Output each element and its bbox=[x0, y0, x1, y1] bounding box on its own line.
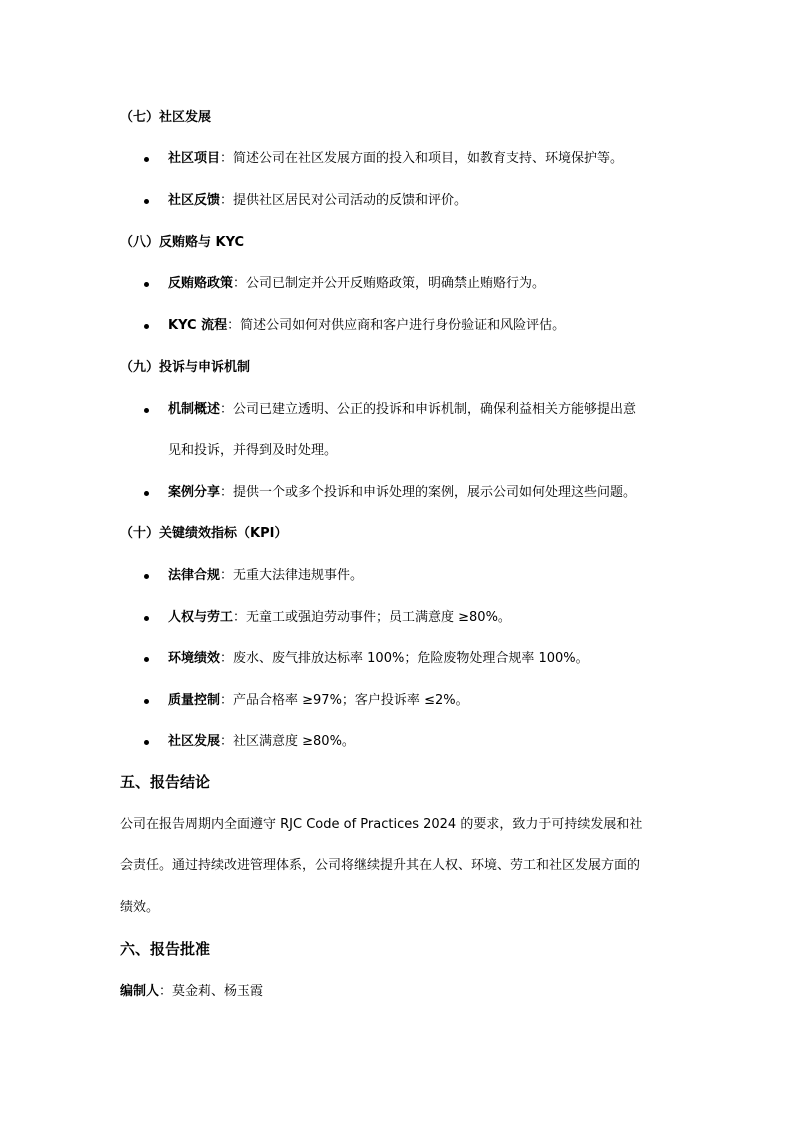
item-text: ：产品合格率 ≥97%；客户投诉率 ≤2%。 bbox=[220, 693, 469, 708]
item-text: ：公司已制定并公开反贿赂政策，明确禁止贿赂行为。 bbox=[233, 276, 546, 291]
list-item bbox=[168, 733, 355, 751]
bullet-icon bbox=[144, 282, 149, 287]
item-term: 机制概述 bbox=[168, 402, 221, 417]
bullet-icon bbox=[144, 199, 149, 204]
list-item bbox=[168, 650, 589, 668]
item-term: 法律合规 bbox=[168, 568, 221, 583]
item-term: 社区反馈 bbox=[168, 193, 221, 208]
item-term: 案例分享 bbox=[168, 485, 221, 500]
item-term: 质量控制 bbox=[168, 693, 221, 708]
preparer-value: ：莫金莉、杨玉霞 bbox=[159, 984, 264, 999]
item-term: 社区发展 bbox=[168, 734, 221, 749]
bullet-icon bbox=[144, 740, 149, 745]
list-item bbox=[168, 150, 623, 168]
item-term: KYC 流程 bbox=[168, 318, 228, 333]
list-item bbox=[168, 692, 469, 710]
list-item-continuation: 见和投诉，并得到及时处理。 bbox=[168, 443, 338, 458]
list-item bbox=[168, 567, 363, 585]
conclusion-heading: 五、报告结论 bbox=[120, 773, 211, 791]
item-text: ：社区满意度 ≥80%。 bbox=[220, 734, 355, 749]
bullet-icon bbox=[144, 699, 149, 704]
bullet-icon bbox=[144, 324, 149, 329]
approval-heading: 六、报告批准 bbox=[120, 940, 211, 958]
item-term: 社区项目 bbox=[168, 151, 221, 166]
list-item bbox=[168, 609, 511, 627]
bullet-icon bbox=[144, 157, 149, 162]
list-item bbox=[168, 401, 636, 419]
section-heading-anti-bribery: （八）反贿赂与 KYC bbox=[120, 235, 245, 250]
bullet-icon bbox=[144, 616, 149, 621]
bullet-icon bbox=[144, 491, 149, 496]
list-item bbox=[168, 275, 545, 293]
item-text: ：公司已建立透明、公正的投诉和申诉机制，确保利益相关方能够提出意 bbox=[220, 402, 637, 417]
item-term: 反贿赂政策 bbox=[168, 276, 234, 291]
list-item bbox=[168, 317, 565, 335]
item-text: ：简述公司在社区发展方面的投入和项目，如教育支持、环境保护等。 bbox=[220, 151, 624, 166]
bullet-icon bbox=[144, 408, 149, 413]
item-term: 人权与劳工 bbox=[168, 610, 234, 625]
item-text: ：提供一个或多个投诉和申诉处理的案例，展示公司如何处理这些问题。 bbox=[220, 485, 637, 500]
item-text: ：无童工或强迫劳动事件；员工满意度 ≥80%。 bbox=[233, 610, 511, 625]
item-text: ：简述公司如何对供应商和客户进行身份验证和风险评估。 bbox=[227, 318, 566, 333]
section-heading-kpi: （十）关键绩效指标（KPI） bbox=[120, 526, 288, 541]
conclusion-line: 绩效。 bbox=[120, 900, 160, 915]
bullet-icon bbox=[144, 657, 149, 662]
list-item bbox=[168, 192, 467, 210]
section-heading-community: （七）社区发展 bbox=[120, 110, 212, 125]
item-text: ：废水、废气排放达标率 100%；危险废物处理合规率 100%。 bbox=[220, 651, 589, 666]
bullet-icon bbox=[144, 574, 149, 579]
item-text: ：提供社区居民对公司活动的反馈和评价。 bbox=[220, 193, 468, 208]
section-heading-grievance: （九）投诉与申诉机制 bbox=[120, 360, 251, 375]
preparer-line bbox=[120, 983, 263, 1001]
conclusion-line: 会责任。通过持续改进管理体系，公司将继续提升其在人权、环境、劳工和社区发展方面的 bbox=[120, 858, 641, 873]
item-term: 环境绩效 bbox=[168, 651, 221, 666]
preparer-label: 编制人 bbox=[120, 984, 160, 999]
item-text: ：无重大法律违规事件。 bbox=[220, 568, 364, 583]
list-item bbox=[168, 484, 636, 502]
conclusion-line: 公司在报告周期内全面遵守 RJC Code of Practices 2024 的要求，致力于可持续发展和社 bbox=[120, 817, 643, 832]
